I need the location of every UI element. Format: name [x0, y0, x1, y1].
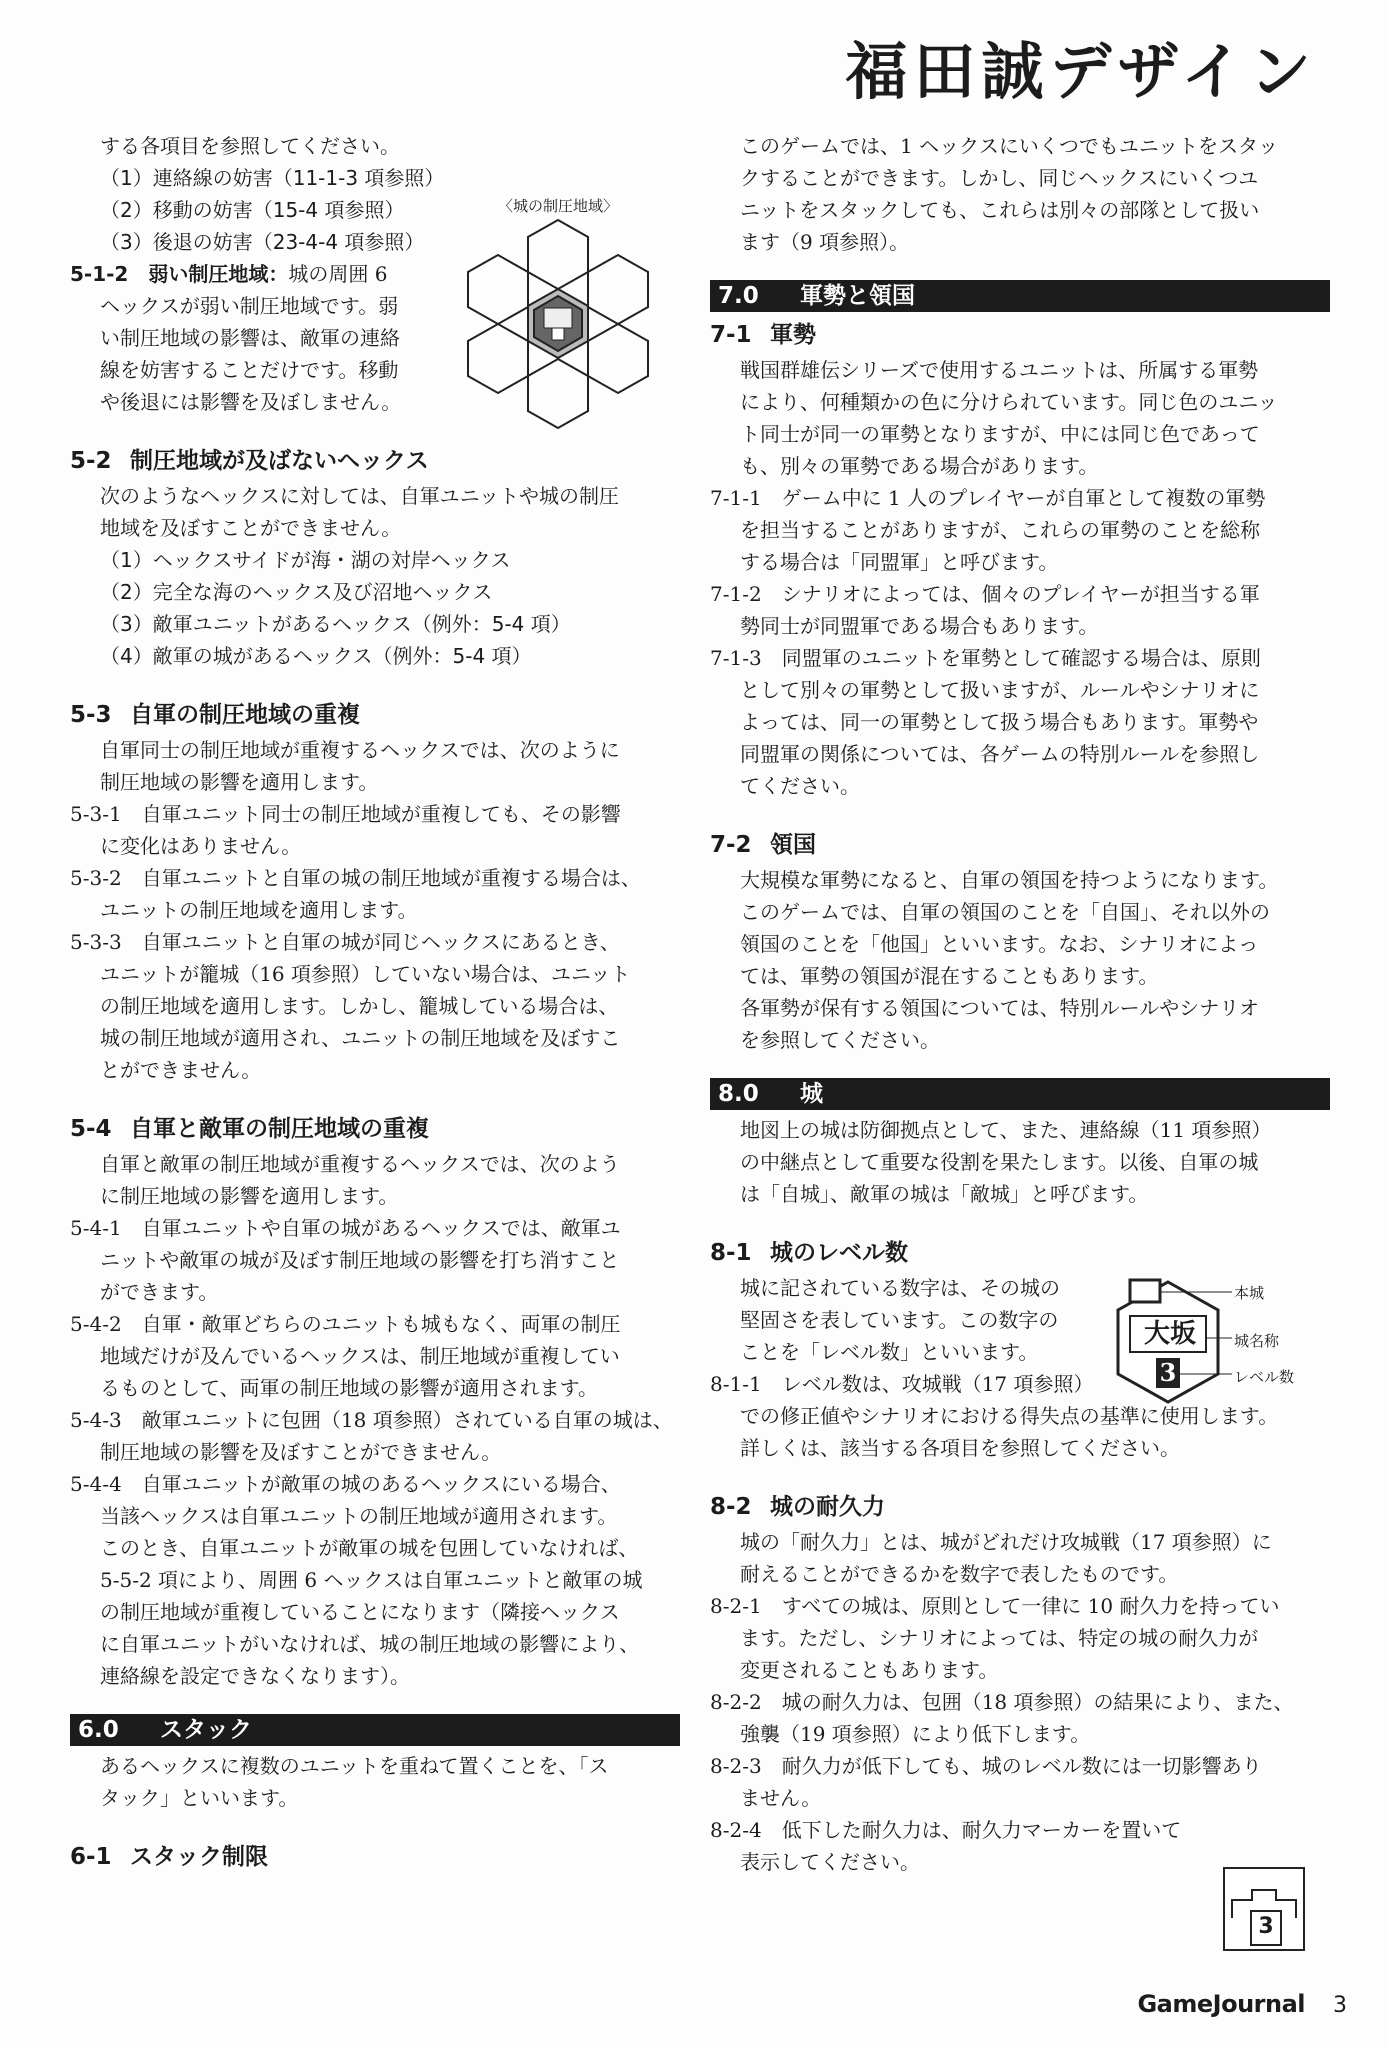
- intro-text: する各項目を参照してください。: [100, 134, 400, 158]
- page-footer: [1137, 1990, 1347, 2018]
- body-text: 戦国群雄伝シリーズで使用するユニットは、所属する軍勢: [740, 358, 1259, 382]
- rule-text: として別々の軍勢として扱いますが、ルールやシナリオに: [740, 678, 1260, 702]
- castle-level: 3: [1159, 1358, 1177, 1387]
- rule-text: 5-4-3 敵軍ユニットに包囲（18 項参照）されている自軍の城は、: [70, 1408, 673, 1432]
- body-text: 自軍と敵軍の制圧地域が重複するヘックスでは、次のよう: [100, 1152, 620, 1176]
- body-text: は「自城」、敵軍の城は「敵城」と呼びます。: [740, 1182, 1149, 1206]
- body-text: 堅固さを表しています。この数字の: [740, 1308, 1059, 1332]
- section-heading-6-1: 6-1 スタック制限: [70, 1844, 268, 1870]
- rule-text: 城の制圧地域が適用され、ユニットの制圧地域を及ぼすこ: [100, 1026, 621, 1050]
- rule-text: るものとして、両軍の制圧地域の影響が適用されます。: [100, 1376, 598, 1400]
- rule-text: 表示してください。: [740, 1850, 920, 1874]
- rule-text: 変更されることもあります。: [740, 1658, 999, 1682]
- rule-text: よっては、同一の軍勢として扱う場合もあります。軍勢や: [740, 710, 1259, 734]
- rule-text: 8-1-1 レベル数は、攻城戦（17 項参照）: [710, 1372, 1094, 1396]
- rule-text: ユニットの制圧地域を適用します。: [100, 898, 418, 922]
- body-text: の中継点として重要な役割を果たします。以後、自軍の城: [740, 1150, 1259, 1174]
- rule-text: とができません。: [100, 1058, 262, 1082]
- body-text: 城に記されている数字は、その城の: [740, 1276, 1060, 1300]
- body-text: ト同士が同一の軍勢となりますが、中には同じ色であって: [740, 422, 1260, 446]
- list-item: （1）ヘックスサイドが海・湖の対岸ヘックス: [100, 548, 511, 572]
- body-text: 領国のことを「他国」といいます。なお、シナリオによっ: [740, 932, 1259, 956]
- rule-text: 同盟軍の関係については、各ゲームの特別ルールを参照し: [740, 742, 1260, 766]
- castle-level-figure: [1108, 1272, 1328, 1412]
- section-heading-7-1: 7-1 軍勢: [710, 322, 816, 348]
- rule-text: 5-3-2 自軍ユニットと自軍の城の制圧地域が重複する場合は、: [70, 866, 641, 890]
- body-text: タック」といいます。: [100, 1786, 299, 1810]
- rule-text: ができます。: [100, 1280, 219, 1304]
- page-title: 福田誠デザイン: [845, 35, 1317, 108]
- rule-text: 制圧地域の影響を及ぼすことができません。: [100, 1440, 502, 1464]
- rule-text: での修正値やシナリオにおける得失点の基準に使用します。: [740, 1404, 1279, 1428]
- label-main-castle: 本城: [1234, 1284, 1265, 1302]
- section-bar-7-0: 7.0 軍勢と領国: [710, 280, 1330, 312]
- body-text: 次のようなヘックスに対しては、自軍ユニットや城の制圧: [100, 484, 619, 508]
- body-text: ては、軍勢の領国が混在することもあります。: [740, 964, 1159, 988]
- body-text: このゲームでは、1 ヘックスにいくつでもユニットをスタッ: [740, 134, 1279, 158]
- body-text: 地域を及ぼすことができません。: [100, 516, 402, 540]
- body-text: 自軍同士の制圧地域が重複するヘックスでは、次のように: [100, 738, 620, 762]
- rule-text: を担当することがありますが、これらの軍勢のことを総称: [740, 518, 1260, 542]
- body-text: 耐えることができるかを数字で表したものです。: [740, 1562, 1179, 1586]
- section-heading-5-4: 5-4 自軍と敵軍の制圧地域の重複: [70, 1116, 429, 1142]
- body-text: ことを「レベル数」といいます。: [740, 1340, 1039, 1364]
- rule-text: 当該ヘックスは自軍ユニットの制圧地域が適用されます。: [100, 1504, 618, 1528]
- rule-text: 勢同士が同盟軍である場合もあります。: [740, 614, 1099, 638]
- hex-grid-icon: [448, 216, 668, 436]
- body-text: も、別々の軍勢である場合があります。: [740, 454, 1099, 478]
- rule-text: に変化はありません。: [100, 834, 302, 858]
- list-item: （4）敵軍の城があるヘックス（例外：5-4 項）: [100, 644, 532, 668]
- figure-caption: 〈城の制圧地域〉: [497, 197, 618, 215]
- rule-text: 8-2-3 耐久力が低下しても、城のレベル数には一切影響あり: [710, 1754, 1262, 1778]
- castle-name: 大坂: [1143, 1319, 1196, 1349]
- body-text: クすることができます。しかし、同じヘックスにいくつユ: [740, 166, 1259, 190]
- body-text: 制圧地域の影響を適用します。: [100, 770, 379, 794]
- durability-marker: [1222, 1866, 1306, 1952]
- section-bar-6-0: 6.0 スタック: [70, 1714, 680, 1746]
- rule-text: てください。: [740, 774, 860, 798]
- rule-text: 5-3-3 自軍ユニットと自軍の城が同じヘックスにあるとき、: [70, 930, 620, 954]
- rule-text: このとき、自軍ユニットが敵軍の城を包囲していなければ、: [100, 1536, 639, 1560]
- body-text: 各軍勢が保有する領国については、特別ルールやシナリオ: [740, 996, 1259, 1020]
- list-item: （2）移動の妨害（15-4 項参照）: [100, 198, 405, 222]
- rule-text: の制圧地域が重複していることになります（隣接ヘックス: [100, 1600, 620, 1624]
- rule-5-1-2-line: い制圧地域の影響は、敵軍の連絡: [100, 326, 400, 350]
- rule-5-1-2-line: ヘックスが弱い制圧地域です。弱: [100, 294, 399, 318]
- rule-5-1-2: 5-1-2 弱い制圧地域：城の周囲 6: [70, 262, 388, 286]
- rule-text: 7-1-2 シナリオによっては、個々のプレイヤーが担当する軍: [710, 582, 1260, 606]
- list-item: （3）敵軍ユニットがあるヘックス（例外：5-4 項）: [100, 612, 571, 636]
- rule-text: 5-5-2 項により、周囲 6 ヘックスは自軍ユニットと敵軍の城: [100, 1568, 643, 1592]
- body-text: 城の「耐久力」とは、城がどれだけ攻城戦（17 項参照）に: [740, 1530, 1272, 1554]
- leader-lines: [1108, 1272, 1328, 1412]
- rule-text: 7-1-1 ゲーム中に 1 人のプレイヤーが自軍として複数の軍勢: [710, 486, 1266, 510]
- rule-5-1-2-line: 線を妨害することだけです。移動: [100, 358, 399, 382]
- rule-text: 5-4-4 自軍ユニットが敵軍の城のあるヘックスにいる場合、: [70, 1472, 621, 1496]
- body-text: ニットをスタックしても、これらは別々の部隊として扱い: [740, 198, 1260, 222]
- body-text: このゲームでは、自軍の領国のことを「自国」、それ以外の: [740, 900, 1270, 924]
- rule-text: 8-2-1 すべての城は、原則として一律に 10 耐久力を持ってい: [710, 1594, 1280, 1618]
- rule-text: ユニットが籠城（16 項参照）していない場合は、ユニット: [100, 962, 631, 986]
- label-castle-name: 城名称: [1234, 1332, 1280, 1350]
- section-heading-5-3: 5-3 自軍の制圧地域の重複: [70, 702, 360, 728]
- body-text: ます（9 項参照）。: [740, 230, 910, 254]
- rule-text: 連絡線を設定できなくなります）。: [100, 1664, 410, 1688]
- rule-text: ません。: [740, 1786, 822, 1810]
- rule-text: 強襲（19 項参照）により低下します。: [740, 1722, 1091, 1746]
- body-text: により、何種類かの色に分けられています。同じ色のユニッ: [740, 390, 1278, 414]
- list-item: （2）完全な海のヘックス及び沼地ヘックス: [100, 580, 493, 604]
- list-item: （3）後退の妨害（23-4-4 項参照）: [100, 230, 425, 254]
- body-text: 地図上の城は防御拠点として、また、連絡線（11 項参照）: [740, 1118, 1272, 1142]
- section-heading-7-2: 7-2 領国: [710, 832, 816, 858]
- section-heading-8-2: 8-2 城の耐久力: [710, 1494, 885, 1520]
- rule-text: 5-4-2 自軍・敵軍どちらのユニットも城もなく、両軍の制圧: [70, 1312, 621, 1336]
- body-text: 大規模な軍勢になると、自軍の領国を持つようになります。: [740, 868, 1279, 892]
- publication-logo: GameJournal: [1137, 1990, 1305, 2018]
- section-bar-8-0: 8.0 城: [710, 1078, 1330, 1110]
- body-text: に制圧地域の影響を適用します。: [100, 1184, 399, 1208]
- label-level: レベル数: [1234, 1368, 1295, 1386]
- rule-5-1-2-line: や後退には影響を及ぼしません。: [100, 390, 402, 414]
- list-item: （1）連絡線の妨害（11-1-3 項参照）: [100, 166, 445, 190]
- body-text: あるヘックスに複数のユニットを重ねて置くことを、「ス: [100, 1754, 609, 1778]
- rule-text: 5-3-1 自軍ユニット同士の制圧地域が重複しても、その影響: [70, 802, 621, 826]
- rule-text: 5-4-1 自軍ユニットや自軍の城があるヘックスでは、敵軍ユ: [70, 1216, 621, 1240]
- rule-text: 7-1-3 同盟軍のユニットを軍勢として確認する場合は、原則: [710, 646, 1261, 670]
- rule-text: 詳しくは、該当する各項目を参照してください。: [740, 1436, 1180, 1460]
- section-heading-5-2: 5-2 制圧地域が及ばないヘックス: [70, 448, 429, 474]
- rule-text: する場合は「同盟軍」と呼びます。: [740, 550, 1059, 574]
- section-heading-8-1: 8-1 城のレベル数: [710, 1240, 908, 1266]
- body-text: を参照してください。: [740, 1028, 940, 1052]
- durability-value: 3: [1250, 1910, 1282, 1946]
- rule-text: 地域だけが及んでいるヘックスは、制圧地域が重複してい: [100, 1344, 620, 1368]
- right-column: [710, 130, 1330, 1878]
- castle-control-area-figure: [448, 196, 668, 436]
- rule-text: の制圧地域を適用します。しかし、籠城している場合は、: [100, 994, 619, 1018]
- rule-text: ニットや敵軍の城が及ぼす制圧地域の影響を打ち消すこと: [100, 1248, 620, 1272]
- page-number: 3: [1333, 1993, 1347, 2018]
- rule-text: に自軍ユニットがいなければ、城の制圧地域の影響により、: [100, 1632, 640, 1656]
- rule-text: 8-2-4 低下した耐久力は、耐久力マーカーを置いて: [710, 1818, 1182, 1842]
- rule-5-1-2-head: 5-1-2 弱い制圧地域：: [70, 262, 289, 286]
- rule-text: 8-2-2 城の耐久力は、包囲（18 項参照）の結果により、また、: [710, 1690, 1294, 1714]
- rule-text: ます。ただし、シナリオによっては、特定の城の耐久力が: [740, 1626, 1259, 1650]
